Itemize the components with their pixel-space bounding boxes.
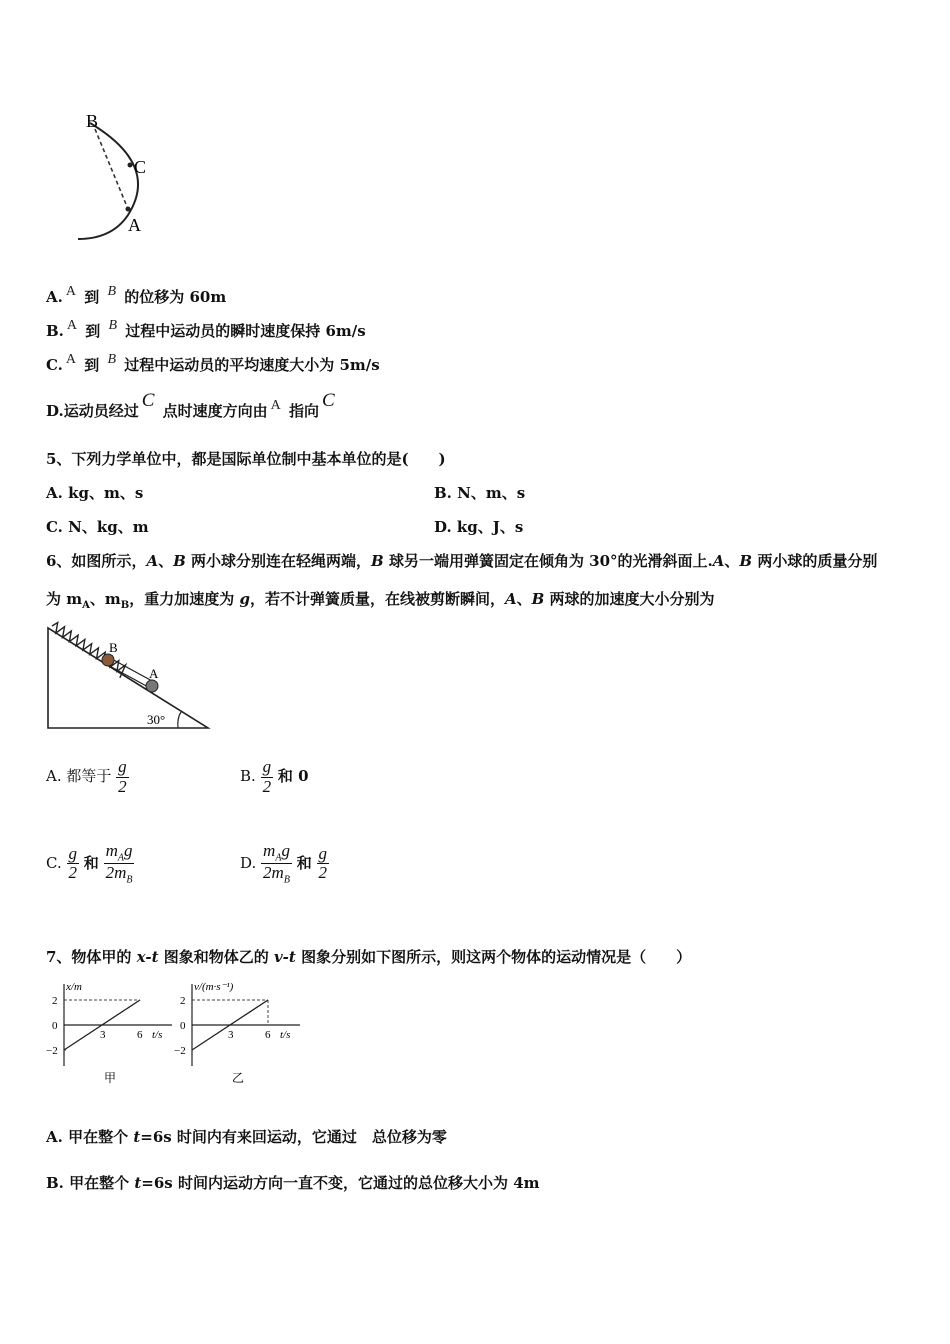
jia-x-end: 6 [137, 1029, 143, 1041]
q6-option-d: D. $\frac{m_Ag}{2m_B}$ 和 $\frac{g}{2}$ [240, 841, 328, 886]
graph-jia [42, 980, 182, 1090]
frac-g-2: $\frac{g}{2}$ [118, 757, 127, 796]
q6-option-a: A. 都等于 $\frac{g}{2}$ [46, 757, 127, 796]
q5-stem: 5、下列力学单位中，都是国际单位制中基本单位的是( ) [46, 450, 446, 468]
jia-ylabel: x/m [66, 981, 82, 993]
q7-option-a: A. 甲在整个 t=6s 时间内有来回运动，它通过 总位移为零 [46, 1128, 447, 1146]
graph-yi [174, 980, 314, 1090]
q7-stem: 7、物体甲的 x-t 图象和物体乙的 v-t 图象分别如下图所示，则这两个物体的运动情况是（ ） [46, 948, 692, 966]
q5-option-d: D. kg、J、s [434, 518, 524, 536]
jia-y-bot: −2 [46, 1045, 58, 1057]
jia-y-top: 2 [52, 995, 58, 1007]
q6-option-c: C. $\frac{g}{2}$ 和 $\frac{m_Ag}{2m_B}$ [46, 841, 133, 886]
jia-xlabel: t/s [152, 1029, 163, 1041]
frac-g-2: $\frac{g}{2}$ [262, 757, 272, 796]
q4-option-a: A. A 到 B 的位移为 60m [46, 284, 227, 306]
q6-stem-line2: 为 $m_A$、$m_B$，重力加速度为 g，若不计弹簧质量，在线被剪断瞬间，A、B 两球的加速度大小分别为 [46, 590, 715, 611]
yi-x-mid: 3 [228, 1029, 234, 1041]
q5-option-b: B. N、m、s [434, 484, 526, 502]
q4-option-b: B. A 到 B 过程中运动员的瞬时速度保持 6m/s [46, 318, 366, 340]
q7-option-b: B. 甲在整个 t=6s 时间内运动方向一直不变，它通过的总位移大小为 4m [46, 1174, 540, 1192]
frac-g-2: $\frac{g}{2}$ [68, 843, 77, 883]
q6-option-b: B. $\frac{g}{2}$ 和 0 [240, 757, 309, 796]
yi-xlabel: t/s [280, 1029, 291, 1041]
ball-a [146, 680, 158, 692]
arc-figure [40, 105, 160, 245]
point-c [128, 163, 133, 168]
yi-y-top: 2 [180, 995, 186, 1007]
q5-option-c: C. N、kg、m [46, 518, 149, 536]
jia-x-mid: 3 [100, 1029, 106, 1041]
frac-ma-g-2mb: $\frac{m_Ag}{2m_B}$ [263, 841, 290, 886]
ball-b [102, 654, 114, 666]
yi-y-bot: −2 [174, 1045, 186, 1057]
label-c: C [134, 157, 147, 177]
frac-ma-g-2mb: $\frac{m_Ag}{2m_B}$ [105, 841, 133, 886]
dashed-chord [95, 129, 128, 209]
incline-label-a: A [149, 666, 159, 681]
label-a: A [128, 215, 141, 235]
frac-g-2: $\frac{g}{2}$ [318, 843, 328, 883]
q5-option-a: A. kg、m、s [46, 484, 144, 502]
q6-stem-line1: 6、如图所示，A、B 两小球分别连在轻绳两端，B 球另一端用弹簧固定在倾角为 30°的光滑斜面上.A、B 两小球的质量分别 [46, 552, 878, 570]
q4-option-d: D.运动员经过 C 点时速度方向由 A 指向 C [46, 390, 335, 420]
angle-label: 30° [147, 712, 166, 727]
incline-triangle [48, 628, 208, 728]
label-b: B [86, 111, 99, 131]
point-a [126, 207, 131, 212]
incline-label-b: B [109, 640, 118, 655]
yi-caption: 乙 [232, 1071, 245, 1085]
yi-y-zero: 0 [180, 1020, 186, 1032]
angle-arc [178, 712, 181, 728]
jia-caption: 甲 [104, 1071, 117, 1085]
yi-x-end: 6 [265, 1029, 271, 1041]
incline-figure [40, 618, 215, 733]
yi-ylabel: v/(m·s⁻¹) [194, 981, 234, 993]
jia-y-zero: 0 [52, 1020, 58, 1032]
q4-option-c: C. A 到 B 过程中运动员的平均速度大小为 5m/s [46, 352, 380, 374]
